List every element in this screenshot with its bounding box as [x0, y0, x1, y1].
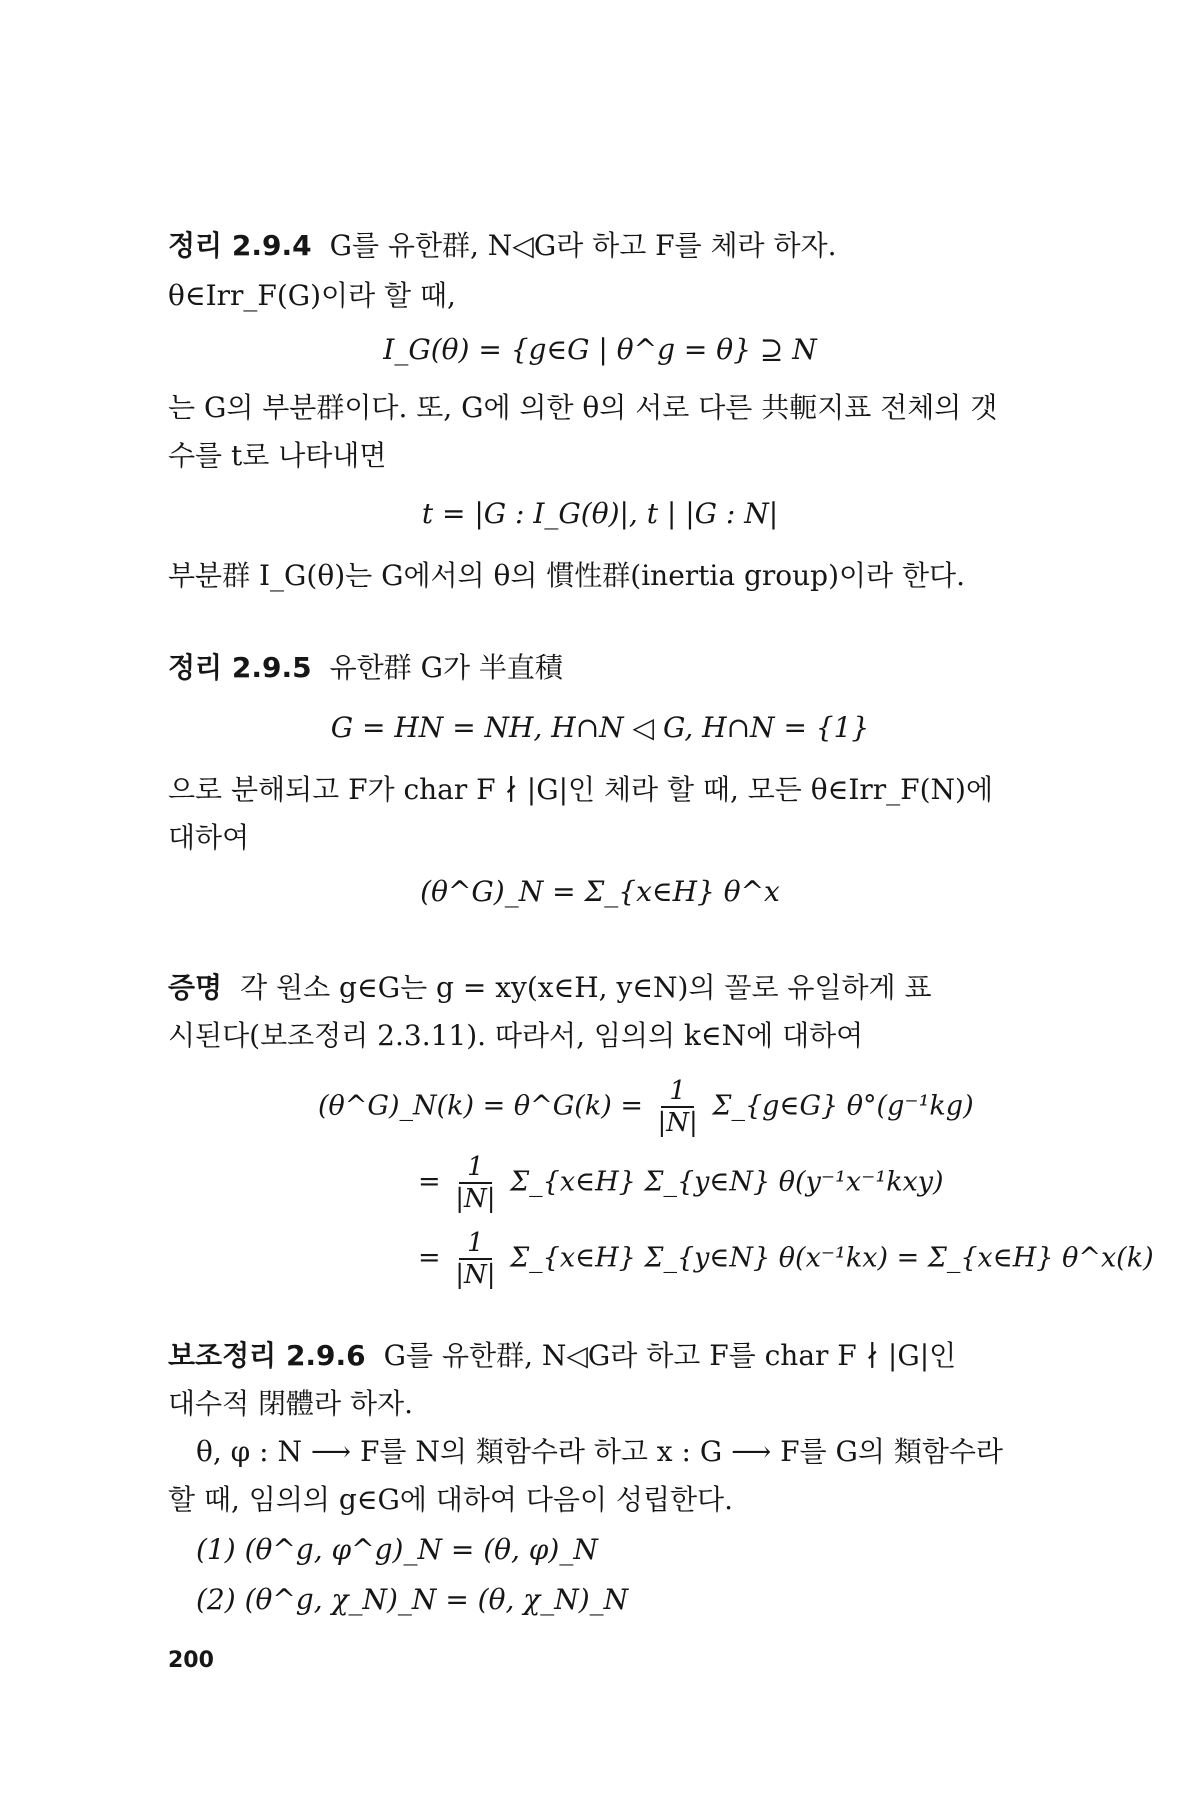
fraction-numerator: 1 — [459, 1228, 492, 1260]
fraction — [455, 1228, 495, 1290]
theorem-2-9-4-line4: 수를 t로 나타내면 — [168, 439, 387, 472]
fraction-denominator: |N| — [455, 1184, 496, 1214]
lemma-2-9-6-line1 — [168, 1336, 956, 1376]
proof-line1 — [168, 968, 932, 1008]
theorem-label: 정리 2.9.5 — [168, 651, 312, 684]
eq3-rhs: Σ_{x∈H} Σ_{y∈N} θ(x⁻¹kx) = Σ_{x∈H} θ^x(k) — [510, 1242, 1154, 1274]
theorem-2-9-4-line5: 부분群 I_G(θ)는 G에서의 θ의 慣性群(inertia group)이라 한다. — [168, 559, 966, 592]
proof-text: 각 원소 g∈G는 g = xy(x∈H, y∈N)의 꼴로 유일하게 표 — [240, 971, 932, 1004]
eq1-rhs: Σ_{g∈G} θ°(g⁻¹kg) — [712, 1090, 974, 1122]
proof-equation-3 — [418, 1228, 1154, 1290]
equals-sign: = — [418, 1242, 441, 1274]
lemma-2-9-6-line2: 대수적 閉體라 하자. — [168, 1387, 413, 1420]
eq2-rhs: Σ_{x∈H} Σ_{y∈N} θ(y⁻¹x⁻¹kxy) — [510, 1166, 944, 1198]
page-number: 200 — [168, 1648, 214, 1673]
proof-label: 증명 — [168, 971, 223, 1004]
theorem-2-9-5-line1 — [168, 648, 563, 688]
theorem-2-9-5-line2: 으로 분해되고 F가 char F ∤ |G|인 체라 할 때, 모든 θ∈Irr_F(N)에 — [168, 773, 993, 806]
lemma-item-1: (1) (θ^g, φ^g)_N = (θ, φ)_N — [196, 1533, 598, 1566]
equals-sign: = — [418, 1166, 441, 1198]
theorem-text: G를 유한群, N◁G라 하고 F를 체라 하자. — [329, 229, 837, 262]
lemma-2-9-6-line3: θ, φ : N ⟶ F를 N의 類함수라 하고 x : G ⟶ F를 G의 類함수라 — [196, 1435, 1003, 1468]
theorem-2-9-5-line3: 대하여 — [168, 821, 250, 854]
theorem-2-9-5-formula2: (θ^G)_N = Σ_{x∈H} θ^x — [420, 875, 780, 908]
fraction-numerator: 1 — [661, 1076, 694, 1108]
theorem-2-9-4-formula2: t = |G : I_G(θ)|, t | |G : N| — [421, 497, 779, 530]
theorem-2-9-5-formula: G = HN = NH, H∩N ◁ G, H∩N = {1} — [330, 711, 870, 744]
fraction-denominator: |N| — [657, 1108, 698, 1138]
lemma-item-2: (2) (θ^g, χ_N)_N = (θ, χ_N)_N — [196, 1583, 629, 1616]
theorem-2-9-4-formula: I_G(θ) = {g∈G | θ^g = θ} ⊇ N — [383, 333, 817, 366]
proof-line2: 시된다(보조정리 2.3.11). 따라서, 임의의 k∈N에 대하여 — [168, 1019, 864, 1052]
theorem-2-9-4-line2: θ∈Irr_F(G)이라 할 때, — [168, 279, 456, 312]
theorem-text: 유한群 G가 半直積 — [329, 651, 563, 684]
theorem-2-9-4-line3: 는 G의 부분群이다. 또, G에 의한 θ의 서로 다른 共軛지표 전체의 갯 — [168, 391, 998, 424]
lemma-2-9-6-line4: 할 때, 임의의 g∈G에 대하여 다음이 성립한다. — [168, 1483, 733, 1516]
eq1-lhs: (θ^G)_N(k) = θ^G(k) = — [318, 1090, 643, 1122]
lemma-label: 보조정리 2.9.6 — [168, 1339, 366, 1372]
proof-equation-2 — [418, 1152, 944, 1214]
theorem-label: 정리 2.9.4 — [168, 229, 312, 262]
proof-equation-1 — [318, 1076, 974, 1138]
fraction-numerator: 1 — [459, 1152, 492, 1184]
theorem-2-9-4-line1 — [168, 226, 837, 266]
fraction-denominator: |N| — [455, 1260, 496, 1290]
fraction — [455, 1152, 495, 1214]
fraction — [658, 1076, 698, 1138]
lemma-text: G를 유한群, N◁G라 하고 F를 char F ∤ |G|인 — [383, 1339, 957, 1372]
